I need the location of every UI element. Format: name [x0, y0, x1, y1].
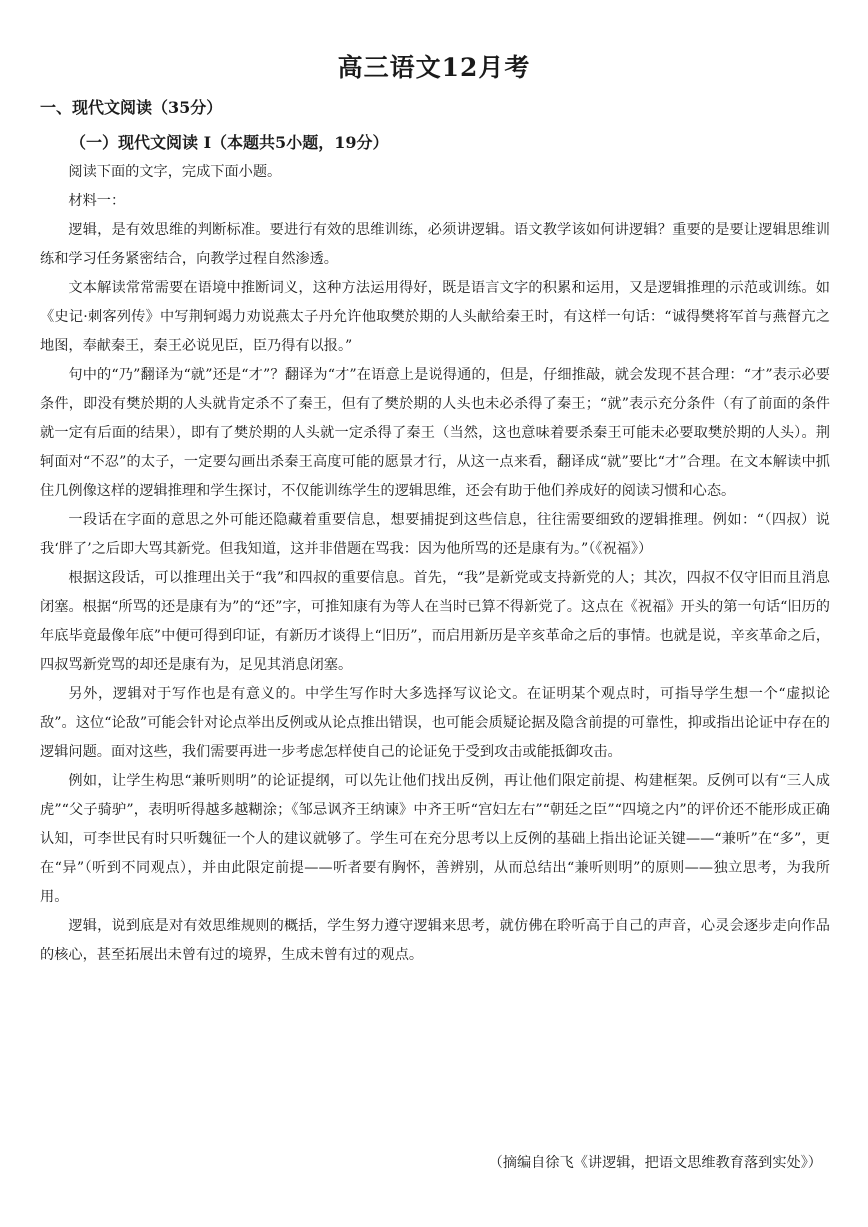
material-label: 材料一：	[68, 193, 126, 209]
source-citation: （摘编自徐飞《讲逻辑，把语文思维教育落到实处》）	[488, 1155, 822, 1171]
passage-paragraph: 例如，让学生构思“兼听则明”的论证提纲，可以先让他们找出反例，再让他们限定前提、构建框架。反例可以有“三人成虎”“父子骑驴”，表明听得越多越糊涂；《邹忌讽齐王纳谏》中齐王听“宫妇左右”“朝廷之臣”“四境之内”的评价还不能形成正确认知，可李世民有时只听魏征一个人的建议就够了。学生可在充分思考以上反例的基础上指出论证关键——“兼听”在“多”，更在“异”（听到不同观点），并由此限定前提——听者要有胸怀，善辨别，从而总结出“兼听则明”的原则——独立思考，为我所用。	[40, 773, 830, 905]
instruction-text: 阅读下面的文字，完成下面小题。	[68, 164, 282, 180]
reading-passage	[40, 158, 830, 970]
passage-paragraph: 另外，逻辑对于写作也是有意义的。中学生写作时大多选择写议论文。在证明某个观点时，可指导学生想一个“虚拟论敌”。这位“论敌”可能会针对论点举出反例或从论点推出错误，也可能会质疑论据及隐含前提的可靠性，抑或指出论证中存在的逻辑问题。面对这些，我们需要再进一步考虑怎样使自己的论证免于受到攻击或能抵御攻击。	[40, 686, 830, 760]
passage-paragraph: 逻辑，是有效思维的判断标准。要进行有效的思维训练，必须讲逻辑。语文教学该如何讲逻辑？重要的是要让逻辑思维训练和学习任务紧密结合，向教学过程自然渗透。	[40, 222, 830, 267]
passage-paragraph: 句中的“乃”翻译为“就”还是“才”？翻译为“才”在语意上是说得通的，但是，仔细推敲，就会发现不甚合理：“才”表示必要条件，即没有樊於期的人头就肯定杀不了秦王，但有了樊於期的人头也未必杀得了秦王；“就”表示充分条件（有了前面的条件就一定有后面的结果），即有了樊於期的人头就一定杀得了秦王（当然，这也意味着要杀秦王可能未必要取樊於期的人头）。荆轲面对“不忍”的太子，一定要勾画出杀秦王高度可能的愿景才行，从这一点来看，翻译成“就”要比“才”合理。在文本解读中抓住几例像这样的逻辑推理和学生探讨，不仅能训练学生的逻辑思维，还会有助于他们养成好的阅读习惯和心态。	[40, 367, 830, 499]
passage-paragraph: 一段话在字面的意思之外可能还隐藏着重要信息，想要捕捉到这些信息，往往需要细致的逻辑推理。例如：“（四叔）说我‘胖了’之后即大骂其新党。但我知道，这并非借题在骂我：因为他所骂的还是康有为。”（《祝福》）	[40, 512, 830, 557]
sub-heading: （一）现代文阅读 I（本题共5小题，19分）	[70, 133, 389, 152]
passage-paragraph: 文本解读常常需要在语境中推断词义，这种方法运用得好，既是语言文字的积累和运用，又是逻辑推理的示范或训练。如《史记·刺客列传》中写荆轲竭力劝说燕太子丹允许他取樊於期的人头献给秦王时，有这样一句话：“诚得樊将军首与燕督亢之地图，奉献秦王，秦王必说见臣，臣乃得有以报。”	[40, 280, 830, 354]
passage-paragraph: 逻辑，说到底是对有效思维规则的概括，学生努力遵守逻辑来思考，就仿佛在聆听高于自己的声音，心灵会逐步走向作品的核心，甚至拓展出未曾有过的境界，生成未曾有过的观点。	[40, 918, 830, 963]
section-heading: 一、现代文阅读（35分）	[40, 98, 223, 117]
page-title: 高三语文12月考	[337, 53, 531, 82]
passage-paragraph: 根据这段话，可以推理出关于“我”和四叔的重要信息。首先，“我”是新党或支持新党的人；其次，四叔不仅守旧而且消息闭塞。根据“所骂的还是康有为”的“还”字，可推知康有为等人在当时已算不得新党了。这点在《祝福》开头的第一句话“旧历的年底毕竟最像年底”中便可得到印证，有新历才谈得上“旧历”，而启用新历是辛亥革命之后的事情。也就是说，辛亥革命之后，四叔骂新党骂的却还是康有为，足见其消息闭塞。	[40, 570, 830, 673]
